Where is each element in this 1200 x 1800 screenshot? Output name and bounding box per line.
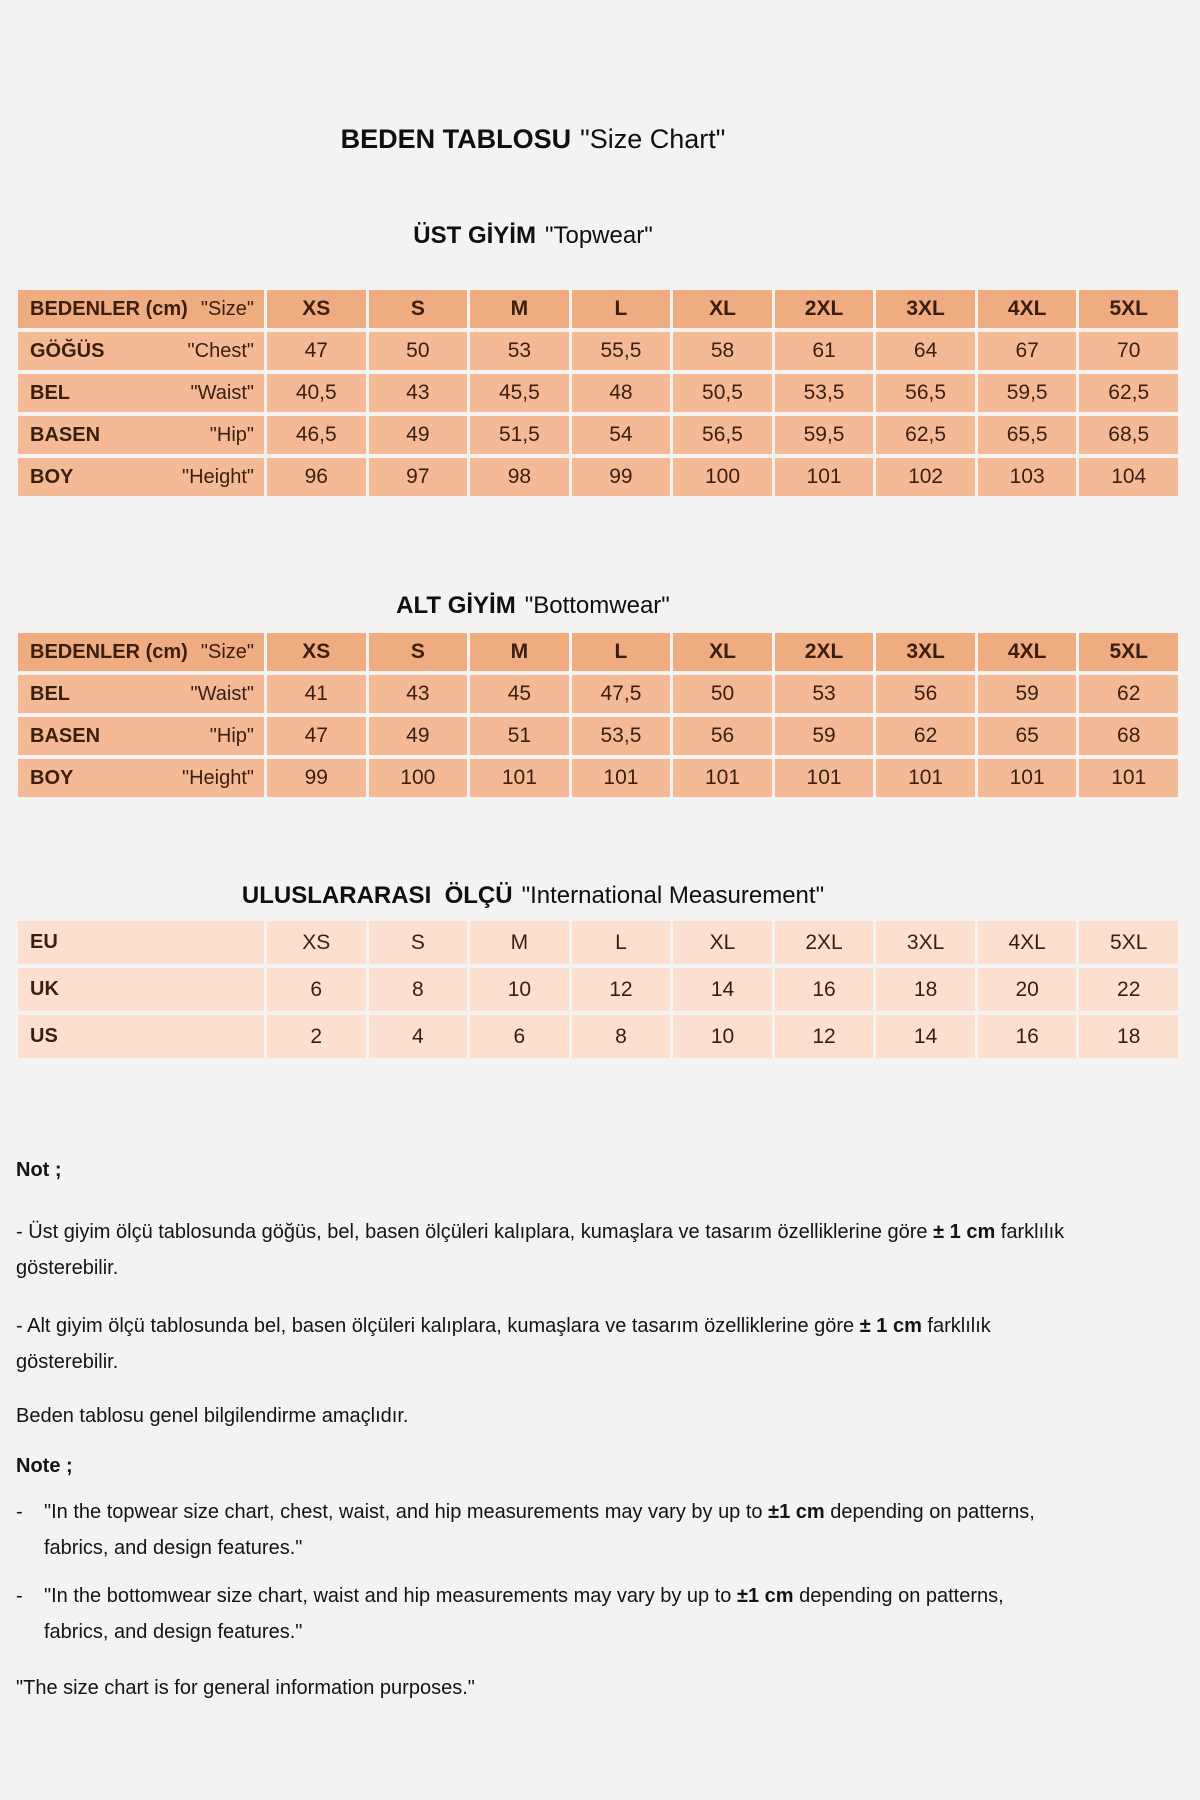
size-value: 10 bbox=[470, 968, 569, 1011]
size-column-header: 3XL bbox=[876, 633, 975, 671]
turkish-note-bottomwear: - Alt giyim ölçü tablosunda bel, basen ölçüleri kalıplara, kumaşlara ve tasarım özelliklerine göre ± 1 cm farklılık gösterebilir. bbox=[16, 1315, 991, 1373]
size-value: 56 bbox=[673, 717, 772, 755]
size-value: 68,5 bbox=[1079, 416, 1178, 454]
size-value: 101 bbox=[775, 759, 874, 797]
size-column-header: L bbox=[572, 633, 671, 671]
size-value: 70 bbox=[1079, 332, 1178, 370]
bullet-text: "In the bottomwear size chart, waist and hip measurements may vary by up to ±1 cm depending on patterns, fabrics, and design features." bbox=[44, 1585, 1004, 1643]
notes-section bbox=[16, 1152, 1188, 1726]
english-note-topwear bbox=[16, 1494, 1188, 1566]
size-column-header: XS bbox=[267, 290, 366, 328]
size-value: 65,5 bbox=[978, 416, 1077, 454]
size-value: 55,5 bbox=[572, 332, 671, 370]
size-value: 101 bbox=[876, 759, 975, 797]
size-value: 18 bbox=[1079, 1015, 1178, 1058]
size-value: 45 bbox=[470, 675, 569, 713]
size-column-header: M bbox=[470, 290, 569, 328]
size-value: 53,5 bbox=[775, 374, 874, 412]
size-column-header: M bbox=[470, 633, 569, 671]
row-label: EU bbox=[18, 921, 264, 964]
size-column-header: 5XL bbox=[1079, 633, 1178, 671]
size-value: 12 bbox=[775, 1015, 874, 1058]
size-value: 2 bbox=[267, 1015, 366, 1058]
size-value: 50,5 bbox=[673, 374, 772, 412]
international-heading-bold: ULUSLARARASI ÖLÇÜ bbox=[241, 882, 513, 909]
size-value: 41 bbox=[267, 675, 366, 713]
size-column-header: XS bbox=[267, 633, 366, 671]
size-value: 65 bbox=[978, 717, 1077, 755]
size-value: 51 bbox=[470, 717, 569, 755]
row-label: BEL "Waist" bbox=[18, 374, 264, 412]
international-heading-quote: "International Measurement" bbox=[521, 882, 825, 909]
size-value: 18 bbox=[876, 968, 975, 1011]
page-title-quote: "Size Chart" bbox=[580, 124, 726, 154]
size-value: M bbox=[470, 921, 569, 964]
size-value: 100 bbox=[369, 759, 468, 797]
size-value: 59,5 bbox=[775, 416, 874, 454]
turkish-note-heading: Not ; bbox=[16, 1159, 62, 1181]
page-title bbox=[0, 124, 1066, 155]
bottomwear-heading-quote: "Bottomwear" bbox=[524, 592, 670, 619]
size-value: 5XL bbox=[1079, 921, 1178, 964]
bullet-dash: - bbox=[16, 1501, 23, 1523]
size-value: 12 bbox=[572, 968, 671, 1011]
english-note-bottomwear bbox=[16, 1578, 1188, 1650]
size-value: 8 bbox=[572, 1015, 671, 1058]
row-label: UK bbox=[18, 968, 264, 1011]
size-value: 46,5 bbox=[267, 416, 366, 454]
size-value: S bbox=[369, 921, 468, 964]
size-column-header: 5XL bbox=[1079, 290, 1178, 328]
size-value: 59 bbox=[775, 717, 874, 755]
size-value: 96 bbox=[267, 458, 366, 496]
table-header-label: BEDENLER (cm) "Size" bbox=[18, 633, 264, 671]
size-value: 68 bbox=[1079, 717, 1178, 755]
size-value: 59,5 bbox=[978, 374, 1077, 412]
size-value: 62,5 bbox=[876, 416, 975, 454]
size-column-header: 2XL bbox=[775, 290, 874, 328]
bottomwear-heading-bold: ALT GİYİM bbox=[396, 592, 516, 619]
size-value: 53 bbox=[775, 675, 874, 713]
size-value: 16 bbox=[978, 1015, 1077, 1058]
size-value: 8 bbox=[369, 968, 468, 1011]
size-column-header: S bbox=[369, 290, 468, 328]
table-header-label: BEDENLER (cm) "Size" bbox=[18, 290, 264, 328]
turkish-note-topwear: - Üst giyim ölçü tablosunda göğüs, bel, basen ölçüleri kalıplara, kumaşlara ve tasarım özelliklerine göre ± 1 cm farklılık gösterebilir. bbox=[16, 1221, 1065, 1279]
size-value: XS bbox=[267, 921, 366, 964]
size-value: 101 bbox=[775, 458, 874, 496]
row-label: BOY "Height" bbox=[18, 759, 264, 797]
size-column-header: 4XL bbox=[978, 633, 1077, 671]
size-value: 43 bbox=[369, 374, 468, 412]
bullet-dash: - bbox=[16, 1585, 23, 1607]
size-value: 47 bbox=[267, 717, 366, 755]
size-column-header: S bbox=[369, 633, 468, 671]
international-heading bbox=[0, 882, 1066, 910]
english-note-heading: Note ; bbox=[16, 1455, 73, 1477]
size-value: 53 bbox=[470, 332, 569, 370]
size-value: 97 bbox=[369, 458, 468, 496]
size-value: 40,5 bbox=[267, 374, 366, 412]
size-value: 98 bbox=[470, 458, 569, 496]
size-value: 100 bbox=[673, 458, 772, 496]
size-value: 62 bbox=[876, 717, 975, 755]
size-value: 101 bbox=[470, 759, 569, 797]
size-value: 6 bbox=[267, 968, 366, 1011]
size-value: 50 bbox=[369, 332, 468, 370]
size-value: 62 bbox=[1079, 675, 1178, 713]
size-value: 14 bbox=[673, 968, 772, 1011]
size-value: 58 bbox=[673, 332, 772, 370]
size-value: 101 bbox=[978, 759, 1077, 797]
size-value: 45,5 bbox=[470, 374, 569, 412]
size-value: 43 bbox=[369, 675, 468, 713]
size-column-header: 3XL bbox=[876, 290, 975, 328]
row-label: BEL "Waist" bbox=[18, 675, 264, 713]
size-value: 64 bbox=[876, 332, 975, 370]
size-value: 54 bbox=[572, 416, 671, 454]
english-note-footer: "The size chart is for general information purposes." bbox=[16, 1677, 475, 1699]
size-value: 59 bbox=[978, 675, 1077, 713]
size-value: 6 bbox=[470, 1015, 569, 1058]
row-label: BOY "Height" bbox=[18, 458, 264, 496]
size-column-header: 4XL bbox=[978, 290, 1077, 328]
size-value: 16 bbox=[775, 968, 874, 1011]
size-value: 53,5 bbox=[572, 717, 671, 755]
row-label: US bbox=[18, 1015, 264, 1058]
size-value: 49 bbox=[369, 416, 468, 454]
topwear-heading bbox=[0, 222, 1066, 250]
bottomwear-heading bbox=[0, 592, 1066, 620]
size-column-header: 2XL bbox=[775, 633, 874, 671]
size-value: 3XL bbox=[876, 921, 975, 964]
size-value: 48 bbox=[572, 374, 671, 412]
size-value: 22 bbox=[1079, 968, 1178, 1011]
page-title-bold: BEDEN TABLOSU bbox=[340, 124, 572, 154]
size-value: 104 bbox=[1079, 458, 1178, 496]
row-label: BASEN "Hip" bbox=[18, 717, 264, 755]
size-value: 2XL bbox=[775, 921, 874, 964]
size-value: 99 bbox=[572, 458, 671, 496]
size-value: 67 bbox=[978, 332, 1077, 370]
turkish-note-footer: Beden tablosu genel bilgilendirme amaçlıdır. bbox=[16, 1405, 409, 1427]
topwear-heading-quote: "Topwear" bbox=[544, 222, 653, 249]
size-value: 47,5 bbox=[572, 675, 671, 713]
size-value: 4 bbox=[369, 1015, 468, 1058]
size-value: 61 bbox=[775, 332, 874, 370]
size-value: 20 bbox=[978, 968, 1077, 1011]
size-value: 101 bbox=[1079, 759, 1178, 797]
size-column-header: XL bbox=[673, 290, 772, 328]
size-value: 49 bbox=[369, 717, 468, 755]
size-value: 102 bbox=[876, 458, 975, 496]
size-value: 56 bbox=[876, 675, 975, 713]
size-value: L bbox=[572, 921, 671, 964]
topwear-size-table bbox=[18, 290, 1178, 496]
bottomwear-size-table bbox=[18, 633, 1178, 797]
size-value: 56,5 bbox=[876, 374, 975, 412]
size-value: 101 bbox=[572, 759, 671, 797]
size-value: 47 bbox=[267, 332, 366, 370]
row-label: BASEN "Hip" bbox=[18, 416, 264, 454]
row-label: GÖĞÜS "Chest" bbox=[18, 332, 264, 370]
topwear-heading-bold: ÜST GİYİM bbox=[413, 222, 536, 249]
size-column-header: XL bbox=[673, 633, 772, 671]
bullet-text: "In the topwear size chart, chest, waist, and hip measurements may vary by up to ±1 cm depending on patterns, fabrics, and design features." bbox=[44, 1501, 1035, 1559]
size-value: 99 bbox=[267, 759, 366, 797]
size-value: 62,5 bbox=[1079, 374, 1178, 412]
size-value: XL bbox=[673, 921, 772, 964]
size-value: 101 bbox=[673, 759, 772, 797]
size-value: 103 bbox=[978, 458, 1077, 496]
size-column-header: L bbox=[572, 290, 671, 328]
size-value: 56,5 bbox=[673, 416, 772, 454]
size-value: 14 bbox=[876, 1015, 975, 1058]
size-value: 10 bbox=[673, 1015, 772, 1058]
size-value: 50 bbox=[673, 675, 772, 713]
size-value: 4XL bbox=[978, 921, 1077, 964]
international-size-table bbox=[18, 921, 1178, 1058]
size-value: 51,5 bbox=[470, 416, 569, 454]
